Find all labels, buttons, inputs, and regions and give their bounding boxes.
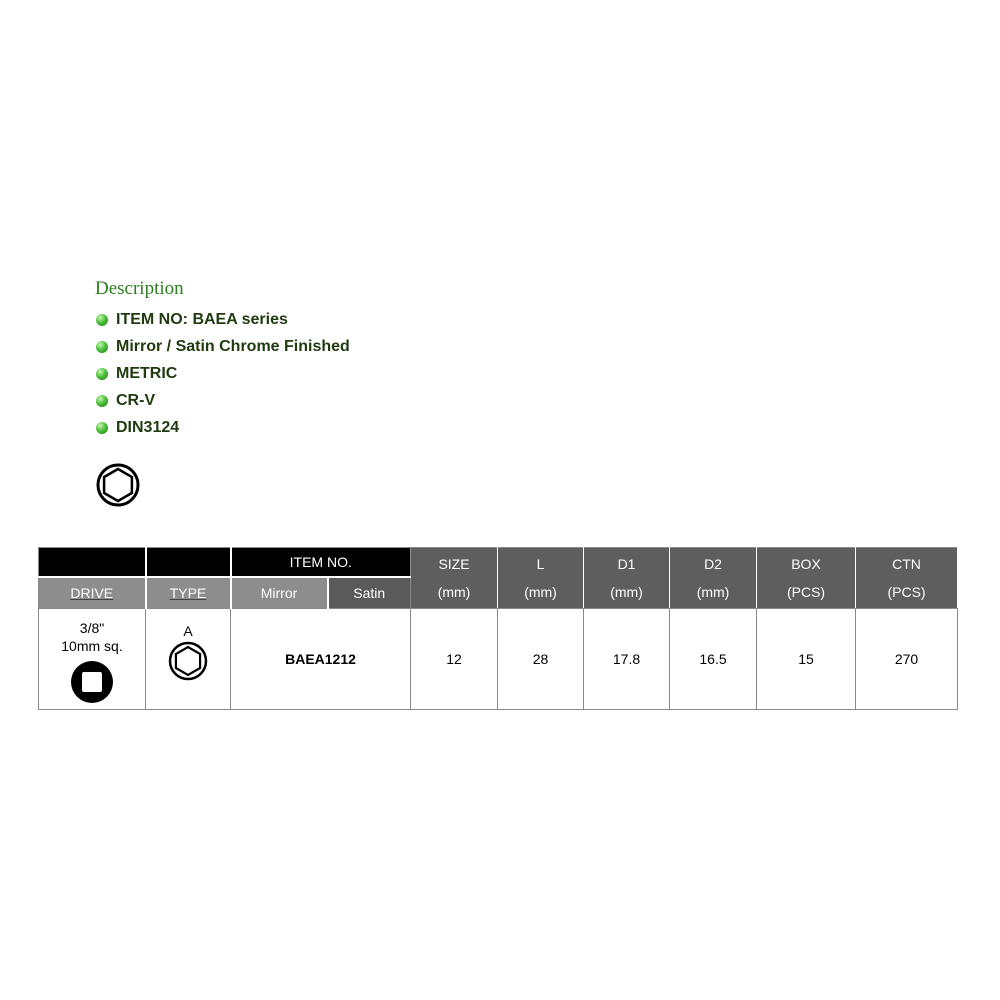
bullet-icon xyxy=(96,341,108,353)
description-title: Description xyxy=(95,278,184,299)
cell-size: 12 xyxy=(411,609,498,710)
bullet-icon xyxy=(96,314,108,326)
hexagon-icon xyxy=(95,462,141,508)
description-section xyxy=(95,278,350,441)
header-blank xyxy=(146,548,231,578)
header-type: TYPE xyxy=(146,577,231,609)
square-drive-icon xyxy=(70,660,114,704)
list-item: ITEM NO: BAEA series xyxy=(95,306,350,333)
drive-size: 10mm sq. xyxy=(61,638,123,654)
bullet-icon xyxy=(96,422,108,434)
type-label: A xyxy=(183,623,193,639)
header-l: L (mm) xyxy=(498,548,584,609)
bullet-icon xyxy=(96,395,108,407)
header-item-no: ITEM NO. xyxy=(231,548,411,578)
drive-fraction: 3/8" xyxy=(79,620,105,636)
header-drive: DRIVE xyxy=(39,577,146,609)
cell-ctn: 270 xyxy=(856,609,958,710)
bullet-icon xyxy=(96,368,108,380)
list-item: CR-V xyxy=(95,387,350,414)
header-d1: D1 (mm) xyxy=(584,548,670,609)
cell-type xyxy=(146,609,231,710)
header-blank xyxy=(39,548,146,578)
cell-box: 15 xyxy=(757,609,856,710)
header-mirror: Mirror xyxy=(231,577,328,609)
header-box: BOX (PCS) xyxy=(757,548,856,609)
cell-drive xyxy=(39,609,146,710)
table-row xyxy=(39,609,958,710)
cell-d1: 17.8 xyxy=(584,609,670,710)
hexagon-icon xyxy=(166,641,210,681)
list-item: Mirror / Satin Chrome Finished xyxy=(95,333,350,360)
header-ctn: CTN (PCS) xyxy=(856,548,958,609)
header-satin: Satin xyxy=(328,577,411,609)
list-item: METRIC xyxy=(95,360,350,387)
cell-item-no: BAEA1212 xyxy=(231,609,411,710)
header-d2: D2 (mm) xyxy=(670,548,757,609)
cell-l: 28 xyxy=(498,609,584,710)
list-item: DIN3124 xyxy=(95,414,350,441)
feature-list xyxy=(95,306,350,441)
cell-d2: 16.5 xyxy=(670,609,757,710)
spec-table xyxy=(38,547,958,710)
header-size: SIZE (mm) xyxy=(411,548,498,609)
